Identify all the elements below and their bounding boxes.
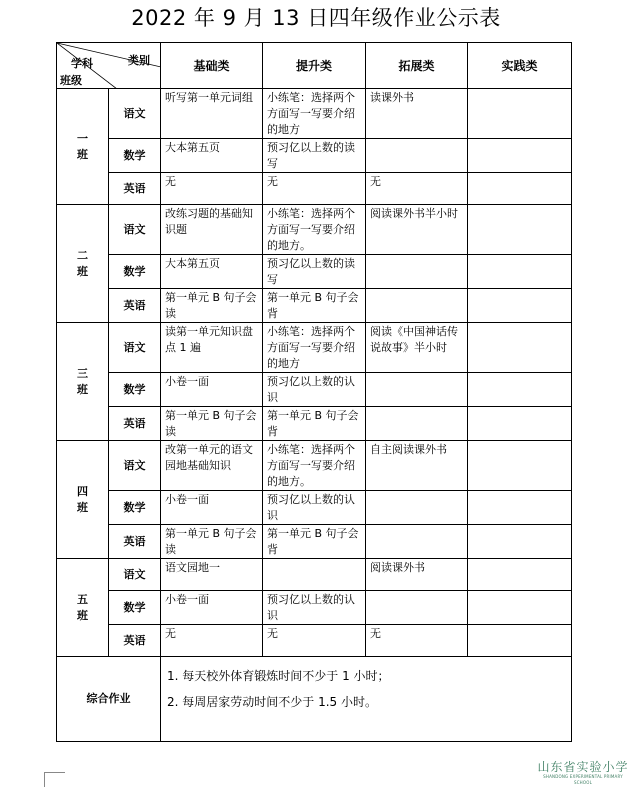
header-row: [57, 43, 572, 89]
homework-cell-basic: 无: [161, 625, 263, 657]
subject-cell: 英语: [109, 407, 161, 441]
homework-cell-practice: [468, 205, 572, 255]
homework-cell-practice: [468, 525, 572, 559]
homework-cell-improve: 预习亿以上数的认识: [263, 373, 366, 407]
homework-cell-basic: 第一单元 B 句子会读: [161, 525, 263, 559]
homework-cell-extend: 无: [366, 625, 468, 657]
homework-cell-improve: 预习亿以上数的读写: [263, 255, 366, 289]
subject-cell: 语文: [109, 89, 161, 139]
homework-cell-improve: 预习亿以上数的读写: [263, 139, 366, 173]
subject-cell: 语文: [109, 323, 161, 373]
corner-class-label: 班级: [60, 74, 82, 87]
homework-cell-extend: [366, 525, 468, 559]
homework-cell-extend: 读课外书: [366, 89, 468, 139]
homework-cell-basic: 语文园地一: [161, 559, 263, 591]
homework-cell-improve: 小练笔：选择两个方面写一写要介绍的地方: [263, 89, 366, 139]
table-row: [57, 89, 572, 139]
homework-table: [56, 42, 572, 742]
class-name-cell: [57, 205, 109, 323]
homework-cell-practice: [468, 173, 572, 205]
subject-cell: 数学: [109, 591, 161, 625]
subject-cell: 英语: [109, 625, 161, 657]
table-row: [57, 205, 572, 255]
school-logo: [535, 760, 631, 786]
subject-cell: 英语: [109, 289, 161, 323]
class-name-line1: 一: [77, 131, 88, 145]
comprehensive-item: 1. 每天校外体育锻炼时间不少于 1 小时；: [167, 669, 390, 683]
class-name-line2: 班: [77, 608, 88, 622]
subject-cell: 语文: [109, 205, 161, 255]
homework-cell-extend: [366, 289, 468, 323]
homework-cell-improve: 小练笔：选择两个方面写一写要介绍的地方。: [263, 205, 366, 255]
homework-cell-improve: 无: [263, 173, 366, 205]
page-title: 2022 年 9 月 13 日四年级作业公示表: [131, 6, 501, 30]
homework-cell-improve: 第一单元 B 句子会背: [263, 289, 366, 323]
homework-cell-improve: 小练笔：选择两个方面写一写要介绍的地方: [263, 323, 366, 373]
homework-cell-extend: 阅读课外书: [366, 559, 468, 591]
corner-subject-label: 学科: [71, 57, 93, 70]
column-header-practice: 实践类: [468, 43, 572, 89]
homework-cell-basic: 听写第一单元词组: [161, 89, 263, 139]
homework-cell-practice: [468, 491, 572, 525]
subject-cell: 数学: [109, 255, 161, 289]
school-logo-name: 山东省实验小学: [537, 760, 629, 774]
class-name-line1: 五: [77, 592, 88, 606]
homework-cell-improve: 第一单元 B 句子会背: [263, 407, 366, 441]
comprehensive-content: [161, 657, 572, 742]
corner-category-label: 类别: [128, 54, 150, 67]
class-name-line2: 班: [77, 382, 88, 396]
class-name-line2: 班: [77, 264, 88, 278]
homework-cell-extend: [366, 491, 468, 525]
table-row: [57, 139, 572, 173]
homework-cell-basic: 小卷一面: [161, 591, 263, 625]
table-row: [57, 323, 572, 373]
homework-cell-practice: [468, 591, 572, 625]
table-row: [57, 289, 572, 323]
column-header-basic: 基础类: [161, 43, 263, 89]
table-row: [57, 525, 572, 559]
homework-cell-practice: [468, 559, 572, 591]
homework-cell-basic: 改第一单元的语文园地基础知识: [161, 441, 263, 491]
class-name-cell: [57, 89, 109, 205]
table-row: [57, 255, 572, 289]
comprehensive-label: 综合作业: [57, 657, 161, 742]
homework-cell-extend: [366, 591, 468, 625]
table-row: [57, 591, 572, 625]
homework-cell-extend: 自主阅读课外书: [366, 441, 468, 491]
table-row: [57, 173, 572, 205]
homework-cell-basic: 读第一单元知识盘点 1 遍: [161, 323, 263, 373]
homework-cell-extend: [366, 373, 468, 407]
homework-cell-basic: 无: [161, 173, 263, 205]
subject-cell: 语文: [109, 441, 161, 491]
table-row: [57, 625, 572, 657]
homework-cell-practice: [468, 323, 572, 373]
table-row: [57, 491, 572, 525]
comprehensive-row: [57, 657, 572, 742]
homework-cell-basic: 改练习题的基础知识题: [161, 205, 263, 255]
homework-cell-improve: [263, 559, 366, 591]
class-name-cell: [57, 323, 109, 441]
homework-cell-extend: 无: [366, 173, 468, 205]
homework-cell-improve: 预习亿以上数的认识: [263, 491, 366, 525]
corner-header-cell: [57, 43, 161, 89]
homework-cell-practice: [468, 139, 572, 173]
homework-cell-basic: 大本第五页: [161, 255, 263, 289]
subject-cell: 数学: [109, 491, 161, 525]
homework-cell-practice: [468, 89, 572, 139]
homework-cell-basic: 第一单元 B 句子会读: [161, 407, 263, 441]
homework-cell-extend: [366, 139, 468, 173]
subject-cell: 英语: [109, 173, 161, 205]
class-name-line1: 四: [77, 484, 88, 498]
homework-cell-improve: 第一单元 B 句子会背: [263, 525, 366, 559]
class-name-line2: 班: [77, 147, 88, 161]
homework-cell-basic: 第一单元 B 句子会读: [161, 289, 263, 323]
class-name-line1: 三: [77, 366, 88, 380]
class-name-cell: [57, 559, 109, 657]
homework-cell-basic: 小卷一面: [161, 373, 263, 407]
subject-cell: 数学: [109, 139, 161, 173]
column-header-improve: 提升类: [263, 43, 366, 89]
table-row: [57, 559, 572, 591]
table-row: [57, 373, 572, 407]
homework-cell-practice: [468, 289, 572, 323]
class-name-cell: [57, 441, 109, 559]
subject-cell: 数学: [109, 373, 161, 407]
homework-cell-practice: [468, 625, 572, 657]
homework-cell-practice: [468, 255, 572, 289]
homework-cell-practice: [468, 441, 572, 491]
comprehensive-item: 2. 每周居家劳动时间不少于 1.5 小时。: [167, 695, 377, 709]
homework-cell-practice: [468, 407, 572, 441]
school-logo-english: SHANDONG EXPERIMENTAL PRIMARY SCHOOL: [543, 774, 623, 785]
homework-cell-practice: [468, 373, 572, 407]
class-name-line1: 二: [77, 248, 88, 262]
table-row: [57, 441, 572, 491]
column-header-extend: 拓展类: [366, 43, 468, 89]
homework-cell-extend: 阅读课外书半小时: [366, 205, 468, 255]
homework-cell-extend: [366, 255, 468, 289]
homework-cell-basic: 小卷一面: [161, 491, 263, 525]
homework-cell-improve: 预习亿以上数的认识: [263, 591, 366, 625]
homework-cell-improve: 无: [263, 625, 366, 657]
class-name-line2: 班: [77, 500, 88, 514]
homework-cell-extend: [366, 407, 468, 441]
homework-cell-basic: 大本第五页: [161, 139, 263, 173]
subject-cell: 语文: [109, 559, 161, 591]
homework-cell-improve: 小练笔：选择两个方面写一写要介绍的地方。: [263, 441, 366, 491]
homework-cell-extend: 阅读《中国神话传说故事》半小时: [366, 323, 468, 373]
subject-cell: 英语: [109, 525, 161, 559]
table-row: [57, 407, 572, 441]
